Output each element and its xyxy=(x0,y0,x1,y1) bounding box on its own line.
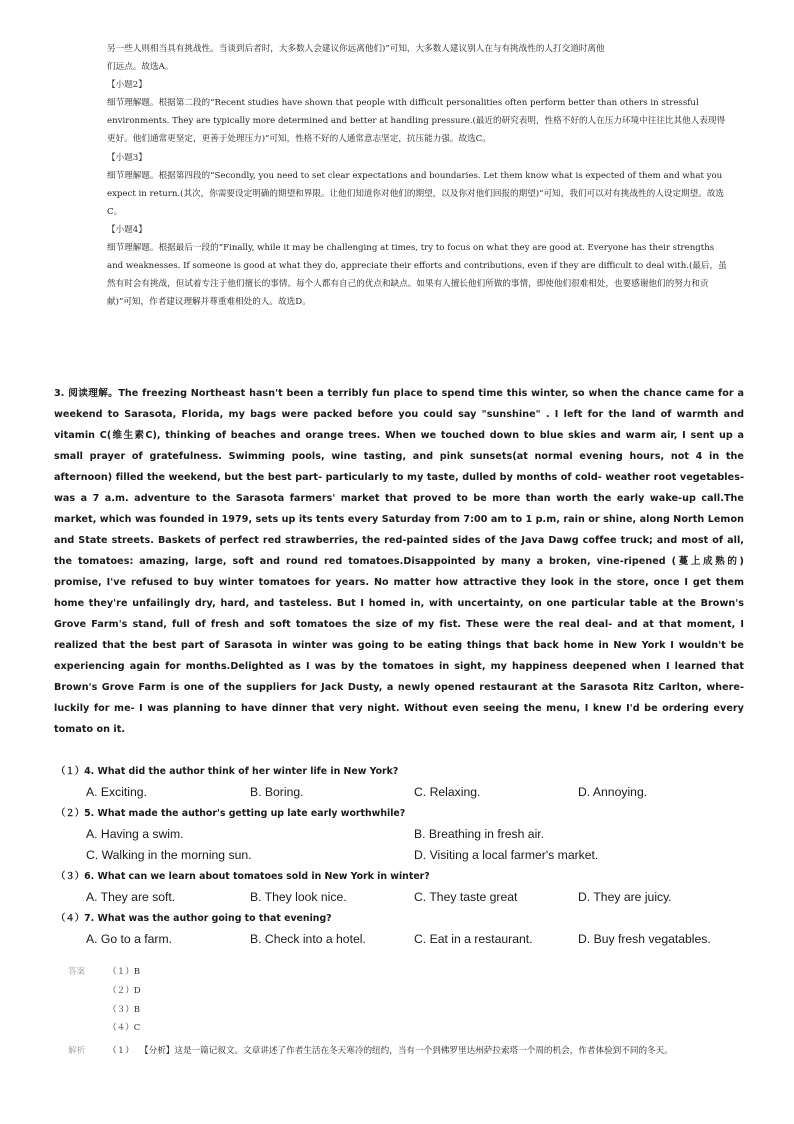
passage-text: 3. 阅读理解。The freezing Northeast hasn't been a terribly fun place to spend time this winter, so when the chance came for a weekend to Sarasota, Florida, my bags were packed before you could say "sunshine" . I left for the land of warmth and vitamin C(维生素C), thinking of beaches and orange trees. When we touched down to blue skies and warm air, I sent up a small prayer of gratefulness. Swimming pools, wine tasting, and pink sunsets(at normal evening hours, not 4 in the afternoon) filled the weekend, but the best part- particularly to my taste, dulled by months of cold- weather root vegetables- was a 7 a.m. adventure to the Sarasota farmers' market that proved to be more than worth the early wake-up call.The market, which was founded in 1979, sets up its tents every Saturday from 7:00 am to 1 p.m, rain or shine, along North Lemon and State streets. Baskets of perfect red strawberries, the red-painted sides of the Java Dawg coffee truck; and most of all, the tomatoes: amazing, large, soft and round red tomatoes.Disappointed by many a broken, vine-ripened (蔓上成熟的) promise, I've refused to buy winter tomatoes for years. No matter how attractive they look in the store, once I get them home they're unfailingly dry, hard, and tasteless. But I homed in, with uncertainty, on one particular table at the Brown's Grove Farm's stand, full of fresh and soft tomatoes the size of my fist. These were the real deal- and at that moment, I realized that the best part of Sarasota in winter was going to be eating things that back home in New York I wouldn't be experiencing again for months.Delighted as I was by the tomatoes in sight, my happiness deepened when I learned that Brown's Grove Farm is one of the suppliers for Jack Dusty, a newly opened restaurant at the Sarasota Ritz Carlton, where- luckily for me- I was planning to have dinner that very night. Without even seeing the menu, I knew I'd be ordering every tomato on it. xyxy=(54,388,744,735)
option-d: D. They are juicy. xyxy=(578,890,672,904)
option-c: C. They taste great xyxy=(414,890,518,904)
sub-question-explanation: 细节理解题。根据第二段的“Recent studies have shown that people with difficult personalities often perform better than others in stressful environments. They are typically more determined and better at handling pressure.(最近的研究表明，性格不好的人在压力环境中往往比其他人表现得更好。他们通常更坚定，更善于处理压力)”可知，性格不好的人通常意志坚定，抗压能力强。故选C。 xyxy=(107,98,726,145)
analysis-text: 【分析】这是一篇记叙文。文章讲述了作者生活在冬天寒冷的纽约，当有一个到佛罗里达州萨拉索塔一个周的机会，作者体验到不同的冬天。 xyxy=(140,1046,673,1056)
option-b: B. Boring. xyxy=(250,785,304,799)
question-prompt: （１）4. What did the author think of her winter life in New York? xyxy=(56,766,399,777)
question-prompt: （４）7. What was the author going to that evening? xyxy=(56,913,332,924)
sub-question-explanation: 细节理解题。根据第四段的“Secondly, you need to set clear expectations and boundaries. Let them know what is expected of them and what you expect in return.(其次，你需要设定明确的期望和界限。让他们知道你对他们的期望，以及你对他们回报的期望)”可知，我们可以对有挑战性的人设定期望。故选C。 xyxy=(107,170,725,217)
option-d: D. Annoying. xyxy=(578,785,648,799)
option-b: B. Breathing in fresh air. xyxy=(414,827,545,841)
option-row xyxy=(56,824,746,845)
answer-item: （４）C xyxy=(108,1023,141,1033)
option-b: B. Check into a hotel. xyxy=(250,932,366,946)
analysis-number: （１） xyxy=(108,1046,134,1056)
answer-item: （３）B xyxy=(108,1005,141,1015)
previous-question-explanation xyxy=(107,40,727,311)
option-a: A. They are soft. xyxy=(86,890,176,904)
option-row xyxy=(56,929,746,950)
sub-question-tag: 【小题2】 xyxy=(107,80,147,91)
answer-label: 答案 xyxy=(68,967,86,977)
option-d: D. Buy fresh vegatables. xyxy=(578,932,711,946)
option-a: A. Exciting. xyxy=(86,785,147,799)
option-row xyxy=(56,845,746,866)
option-b: B. They look nice. xyxy=(250,890,347,904)
question-prompt: （３）6. What can we learn about tomatoes sold in New York in winter? xyxy=(56,871,430,882)
option-a: A. Having a swim. xyxy=(86,827,184,841)
sub-question-explanation: 细节理解题。根据最后一段的“Finally, while it may be challenging at times, try to focus on what they are good at. Everyone has their strengths and weaknesses. If someone is good at what they do, appreciate their efforts and contributions, even if they are difficult to deal with.(最后，虽然有时会有挑战，但试着专注于他们擅长的事情。每个人都有自己的优点和缺点。如果有人擅长他们所做的事情，即使他们很难相处，也要感谢他们的努力和贡献)”可知，作者建议理解并尊重难相处的人。故选D。 xyxy=(107,243,727,308)
sub-question-tag: 【小题3】 xyxy=(107,152,147,163)
option-c: C. Walking in the morning sun. xyxy=(86,848,252,862)
option-c: C. Eat in a restaurant. xyxy=(414,932,533,946)
explanation-line: 们远点。故选A。 xyxy=(107,62,174,73)
sub-question-tag: 【小题4】 xyxy=(107,224,147,235)
option-a: A. Go to a farm. xyxy=(86,932,173,946)
reading-passage xyxy=(54,383,744,740)
explanation-line: 另一些人则相当具有挑战性。当谈到后者时，大多数人会建议你远离他们)”可知，大多数人建议别人在与有挑战性的人打交道时离他 xyxy=(107,44,605,54)
option-row xyxy=(56,782,746,803)
option-d: D. Visiting a local farmer's market. xyxy=(414,848,599,862)
answer-item: （２）D xyxy=(108,986,141,996)
answer-item: （１）B xyxy=(108,967,141,977)
question-prompt: （２）5. What made the author's getting up late early worthwhile? xyxy=(56,808,406,819)
question-list xyxy=(56,761,746,950)
option-row xyxy=(56,887,746,908)
option-c: C. Relaxing. xyxy=(414,785,481,799)
analysis-label: 解析 xyxy=(68,1046,86,1056)
